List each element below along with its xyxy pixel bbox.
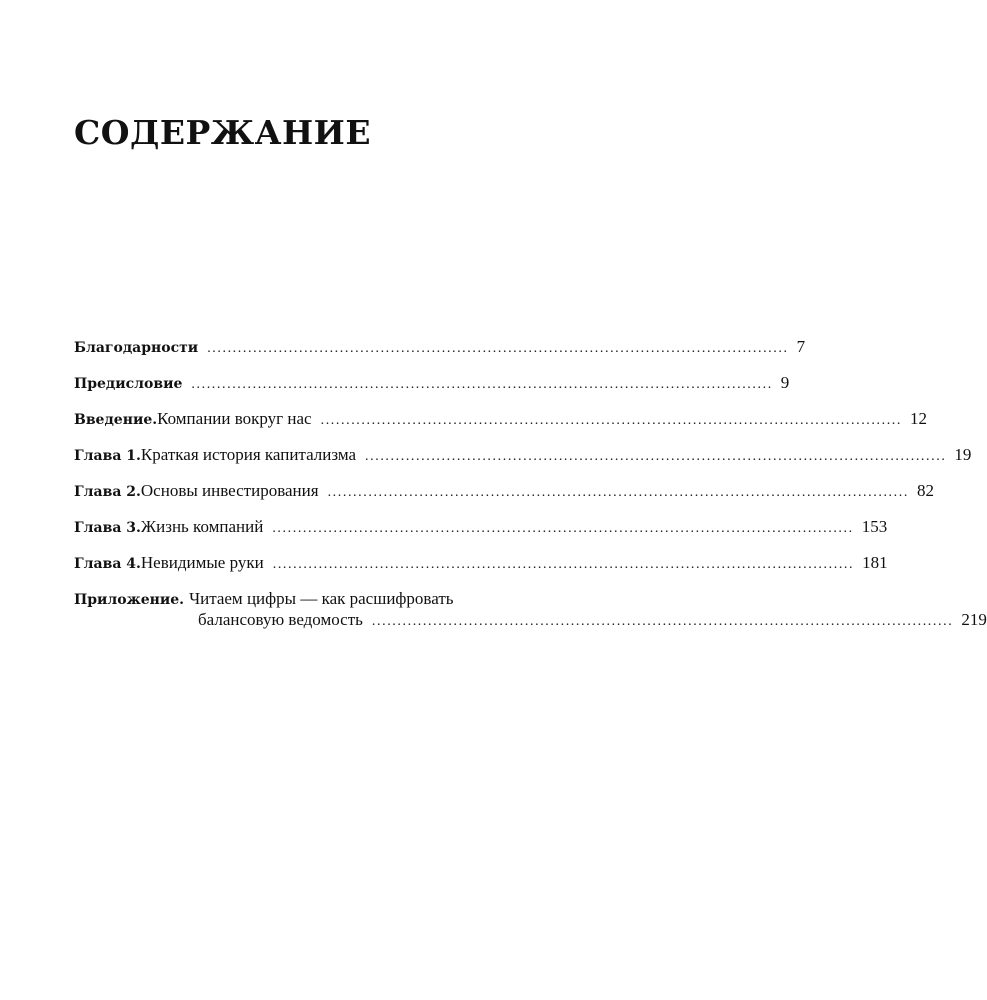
toc-entry-chapter-4[interactable] bbox=[74, 552, 888, 588]
toc-entry-label: Приложение. bbox=[74, 592, 185, 608]
toc-entry-introduction[interactable] bbox=[74, 408, 928, 444]
toc-page-number: 9 bbox=[780, 373, 790, 392]
toc-entry-label: Глава 2. bbox=[74, 484, 141, 500]
toc-entry-label: Глава 1. bbox=[74, 448, 141, 464]
toc-leader-dots: .................................................................................................................. bbox=[365, 449, 947, 464]
toc-page-number: 219 bbox=[961, 610, 987, 629]
toc-entry-title: Компании вокруг нас bbox=[157, 409, 312, 428]
toc-entry-label: Глава 3. bbox=[74, 520, 141, 536]
toc-page-number: 153 bbox=[861, 517, 888, 536]
toc-leader-dots: .................................................................................................................. bbox=[207, 341, 789, 356]
toc-entry-title: Основы инвестирования bbox=[140, 481, 319, 500]
toc-page-number: 12 bbox=[910, 409, 928, 428]
toc-entry-preface[interactable] bbox=[74, 372, 790, 408]
toc-leader-dots: .................................................................................................................. bbox=[272, 521, 854, 536]
toc-entry-title: Читаем цифры — как расшифровать bbox=[189, 589, 454, 608]
toc-leader-dots: .................................................................................................................. bbox=[371, 614, 954, 629]
toc-entry-chapter-1[interactable] bbox=[74, 444, 972, 480]
toc-entry-label: Предисловие bbox=[74, 376, 183, 392]
toc-leader-dots: .................................................................................................................. bbox=[191, 377, 773, 392]
toc-entry-title: Краткая история капитализма bbox=[140, 445, 357, 464]
toc-entry-label: Глава 4. bbox=[74, 556, 141, 572]
toc-entry-title-continued: балансовую ведомость bbox=[198, 610, 363, 629]
toc-entry-appendix[interactable] bbox=[74, 588, 987, 630]
toc-entry-label: Благодарности bbox=[74, 340, 199, 356]
toc-leader-dots: .................................................................................................................. bbox=[272, 557, 855, 572]
page-title: СОДЕРЖАНИЕ bbox=[74, 113, 372, 152]
toc-entry-acknowledgements[interactable] bbox=[74, 336, 806, 372]
toc-entry-title: Невидимые руки bbox=[140, 553, 264, 572]
table-of-contents bbox=[74, 336, 987, 630]
toc-page-number: 19 bbox=[954, 445, 972, 464]
toc-leader-dots: .................................................................................................................. bbox=[320, 413, 903, 428]
toc-page-number: 82 bbox=[916, 481, 934, 500]
toc-entry-chapter-3[interactable] bbox=[74, 516, 888, 552]
toc-page-number: 181 bbox=[862, 553, 888, 572]
toc-leader-dots: .................................................................................................................. bbox=[327, 485, 909, 500]
toc-page-number: 7 bbox=[796, 337, 806, 356]
toc-entry-label: Введение. bbox=[74, 412, 158, 428]
toc-entry-chapter-2[interactable] bbox=[74, 480, 934, 516]
toc-entry-title: Жизнь компаний bbox=[140, 517, 264, 536]
